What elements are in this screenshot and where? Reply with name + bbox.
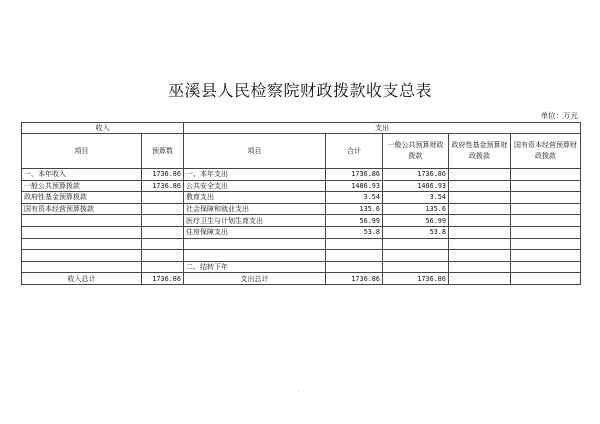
expenditure-item-cell: 公共安全支出: [184, 180, 326, 192]
expenditure-item-cell: [184, 250, 326, 262]
income-item-cell: [22, 238, 142, 250]
state-capital-value-cell: [511, 238, 581, 250]
total-value-cell: 1486.93: [326, 180, 383, 192]
general-total-value: 1736.86: [383, 273, 449, 285]
general-budget-value-cell: 53.8: [383, 226, 449, 238]
gov-fund-value-cell: [449, 261, 511, 273]
budget-summary-table: [21, 122, 581, 285]
state-capital-value-cell: [511, 250, 581, 262]
state-capital-value-cell: [511, 215, 581, 227]
income-budget-cell: 1736.86: [142, 180, 184, 192]
gov-fund-value-cell: [449, 215, 511, 227]
state-capital-value-cell: [511, 180, 581, 192]
table-row: [22, 169, 581, 181]
income-item-cell: 一般公共预算拨款: [22, 180, 142, 192]
expenditure-total-label: 支出总计: [184, 273, 326, 285]
gov-fund-value-cell: [449, 180, 511, 192]
state-capital-value-cell: [511, 169, 581, 181]
capital-total-value: [511, 273, 581, 285]
state-capital-header: 国有资本经营预算财政拨款: [511, 134, 581, 169]
state-capital-value-cell: [511, 192, 581, 204]
income-budget-cell: 1736.86: [142, 169, 184, 181]
state-capital-value-cell: [511, 261, 581, 273]
total-value-cell: [326, 261, 383, 273]
table-row: [22, 192, 581, 204]
totals-row: [22, 273, 581, 285]
unit-label: 单位：万元: [540, 111, 578, 120]
general-budget-value-cell: 56.99: [383, 215, 449, 227]
income-header: 收入: [22, 123, 184, 134]
income-item-cell: [22, 226, 142, 238]
income-item-cell: 政府性基金预算拨款: [22, 192, 142, 204]
gov-fund-header: 政府性基金预算财政拨款: [449, 134, 511, 169]
expenditure-item-cell: 医疗卫生与计划生育支出: [184, 215, 326, 227]
income-budget-cell: [142, 261, 184, 273]
header-row-2: [22, 134, 581, 169]
income-item-cell: 一、本年收入: [22, 169, 142, 181]
income-budget-cell: [142, 226, 184, 238]
table-row: [22, 203, 581, 215]
exp-item-header: 项目: [184, 134, 326, 169]
income-item-cell: [22, 250, 142, 262]
table-row: [22, 215, 581, 227]
income-item-cell: [22, 261, 142, 273]
table-row: [22, 238, 581, 250]
budget-header: 预算数: [142, 134, 184, 169]
table-row: [22, 261, 581, 273]
expenditure-item-cell: 一、本年支出: [184, 169, 326, 181]
general-budget-value-cell: [383, 250, 449, 262]
total-value-cell: 56.99: [326, 215, 383, 227]
total-value-cell: [326, 238, 383, 250]
expenditure-header: 支出: [184, 123, 581, 134]
total-value-cell: 3.54: [326, 192, 383, 204]
income-item-cell: 国有资本经营预算拨款: [22, 203, 142, 215]
total-value-cell: 1736.86: [326, 169, 383, 181]
gov-fund-value-cell: [449, 192, 511, 204]
table-body: [22, 169, 581, 273]
general-budget-value-cell: 3.54: [383, 192, 449, 204]
total-header: 合计: [326, 134, 383, 169]
income-budget-cell: [142, 250, 184, 262]
income-item-cell: [22, 215, 142, 227]
income-total-label: 收入总计: [22, 273, 142, 285]
general-budget-value-cell: [383, 261, 449, 273]
page-title: 巫溪县人民检察院财政拨款收支总表: [167, 81, 432, 100]
state-capital-value-cell: [511, 203, 581, 215]
gov-fund-value-cell: [449, 203, 511, 215]
state-capital-value-cell: [511, 226, 581, 238]
income-budget-cell: [142, 238, 184, 250]
income-budget-cell: [142, 215, 184, 227]
total-value-cell: 135.6: [326, 203, 383, 215]
general-budget-header: 一般公共预算财政拨款: [383, 134, 449, 169]
footer-mark: .: [298, 388, 300, 394]
header-row-1: [22, 123, 581, 134]
expenditure-total-value: 1736.86: [326, 273, 383, 285]
general-budget-value-cell: 1736.86: [383, 169, 449, 181]
expenditure-item-cell: 二、结转下年: [184, 261, 326, 273]
expenditure-item-cell: [184, 238, 326, 250]
general-budget-value-cell: [383, 238, 449, 250]
gov-fund-value-cell: [449, 226, 511, 238]
fund-total-value: [449, 273, 511, 285]
expenditure-item-cell: 社会保障和就业支出: [184, 203, 326, 215]
gov-fund-value-cell: [449, 250, 511, 262]
expenditure-item-cell: 住房保障支出: [184, 226, 326, 238]
total-value-cell: 53.8: [326, 226, 383, 238]
table-row: [22, 180, 581, 192]
income-budget-cell: [142, 203, 184, 215]
gov-fund-value-cell: [449, 169, 511, 181]
general-budget-value-cell: 1486.93: [383, 180, 449, 192]
table-row: [22, 250, 581, 262]
income-item-header: 项目: [22, 134, 142, 169]
table-row: [22, 226, 581, 238]
expenditure-item-cell: 教育支出: [184, 192, 326, 204]
total-value-cell: [326, 250, 383, 262]
gov-fund-value-cell: [449, 238, 511, 250]
income-total-value: 1736.86: [142, 273, 184, 285]
income-budget-cell: [142, 192, 184, 204]
general-budget-value-cell: 135.6: [383, 203, 449, 215]
